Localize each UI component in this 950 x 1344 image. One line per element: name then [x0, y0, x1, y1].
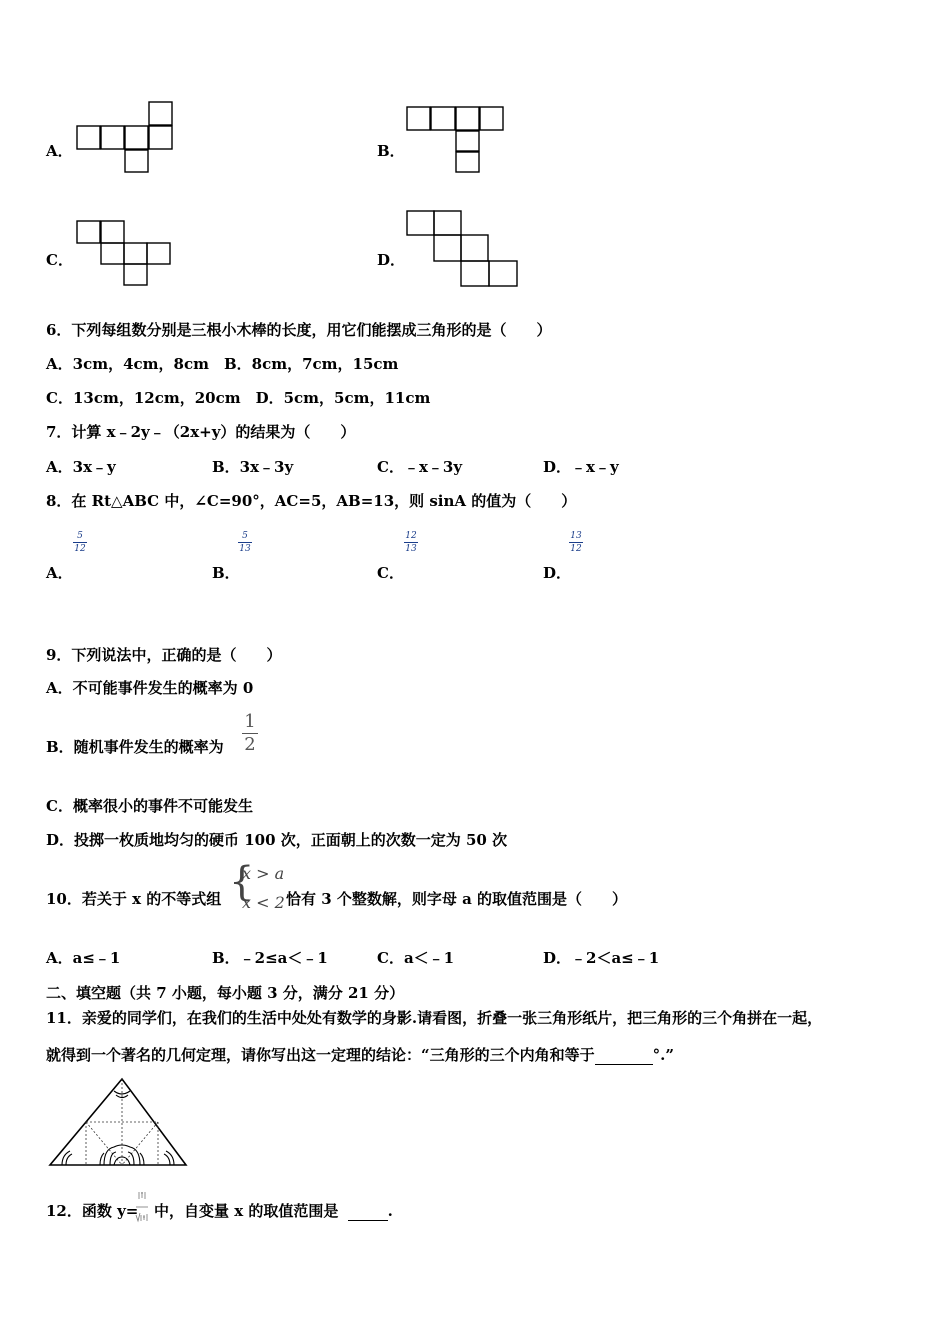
q11-line2-text: 就得到一个著名的几何定理，请你写出这一定理的结论：“三角形的三个内角和等于	[46, 1046, 595, 1064]
q8-option-d-fraction: 13 12	[570, 531, 582, 554]
q8-option-b-label: B．	[212, 564, 240, 582]
q9-option-a: A．不可能事件发生的概率为 0	[46, 679, 254, 697]
q7-option-d: D．﹣x﹣y	[543, 458, 619, 476]
section2-title: 二、填空题（共 7 小题，每小题 3 分，满分 21 分）	[46, 984, 405, 1002]
q12-rest	[154, 1200, 393, 1221]
q10-stem-suffix: 恰有 3 个整数解，则字母 a 的取值范围是（ ）	[286, 890, 628, 908]
q10-stem-prefix: 10．若关于 x 的不等式组	[46, 890, 222, 908]
q8-option-a-fraction: 5 12	[74, 531, 86, 554]
q7-option-a: A．3x﹣y	[46, 458, 116, 476]
q6-stem: 6．下列每组数分别是三根小木棒的长度，用它们能摆成三角形的是（ ）	[46, 321, 552, 339]
q12-stem	[46, 1200, 138, 1221]
q7-option-b: B．3x﹣3y	[212, 458, 294, 476]
q9-option-b-fraction: 1 2	[242, 712, 258, 755]
q8-stem: 8．在 Rt△ABC 中，∠C=90°，AC=5，AB=13，则 sinA 的值为（ ）	[46, 492, 577, 510]
q9-stem: 9．下列说法中，正确的是（ ）	[46, 646, 282, 664]
q7-option-c: C．﹣x﹣3y	[377, 458, 463, 476]
q6-options-row2: C．13cm，12cm，20cm D．5cm，5cm，11cm	[46, 389, 431, 407]
q9-option-b: B．随机事件发生的概率为	[46, 738, 224, 756]
q12-prefix: 12．函数 y=	[46, 1202, 139, 1220]
q5-option-c-label: C．	[46, 251, 73, 269]
q8-option-a-label: A．	[46, 564, 73, 582]
q10-system-brace: {	[229, 859, 255, 905]
q8-option-c-label: C．	[377, 564, 404, 582]
q5-option-d-label: D．	[377, 251, 406, 269]
q12-suffix: 中，自变量 x 的取值范围是	[154, 1202, 339, 1220]
q8-option-b-fraction: 5 13	[239, 531, 251, 554]
q12-answer-blank[interactable]	[348, 1202, 388, 1221]
q10-option-b: B．﹣2≤a＜﹣1	[212, 949, 328, 967]
q7-stem: 7．计算 x﹣2y﹣（2x+y）的结果为（ ）	[46, 423, 356, 441]
q11-answer-blank[interactable]	[595, 1046, 653, 1065]
q11-line2-end: °.”	[652, 1046, 674, 1064]
q10-option-d: D．﹣2＜a≤﹣1	[543, 949, 660, 967]
q10-inequality-2: x < 2	[242, 893, 285, 912]
q10-inequality-1: x > a	[242, 864, 285, 883]
q9-option-d: D．投掷一枚质地均匀的硬币 100 次，正面朝上的次数一定为 50 次	[46, 831, 508, 849]
q5-net-d-figure	[406, 210, 521, 288]
q5-net-c-figure	[76, 220, 176, 288]
q8-option-c-fraction: 12 13	[405, 531, 417, 554]
q10-option-a: A．a≤﹣1	[46, 949, 121, 967]
q10-option-c: C．a＜﹣1	[377, 949, 455, 967]
q6-options-row1: A．3cm，4cm，8cm B．8cm，7cm，15cm	[46, 355, 399, 373]
q5-net-a-figure	[76, 101, 176, 173]
q9-option-c: C．概率很小的事件不可能发生	[46, 797, 253, 815]
q11-folded-triangle-figure	[48, 1077, 190, 1169]
q5-option-b-label: B．	[377, 142, 405, 160]
q12-end: .	[387, 1202, 393, 1220]
q12-function-fraction-image	[134, 1189, 150, 1227]
q5-net-b-figure	[406, 106, 506, 174]
q5-option-a-label: A．	[46, 142, 73, 160]
q8-option-d-label: D．	[543, 564, 572, 582]
q11-line1: 11．亲爱的同学们，在我们的生活中处处有数学的身影.请看图，折叠一张三角形纸片，把三角形的三个角拼在一起，	[46, 1009, 823, 1027]
q11-line2	[46, 1044, 674, 1065]
